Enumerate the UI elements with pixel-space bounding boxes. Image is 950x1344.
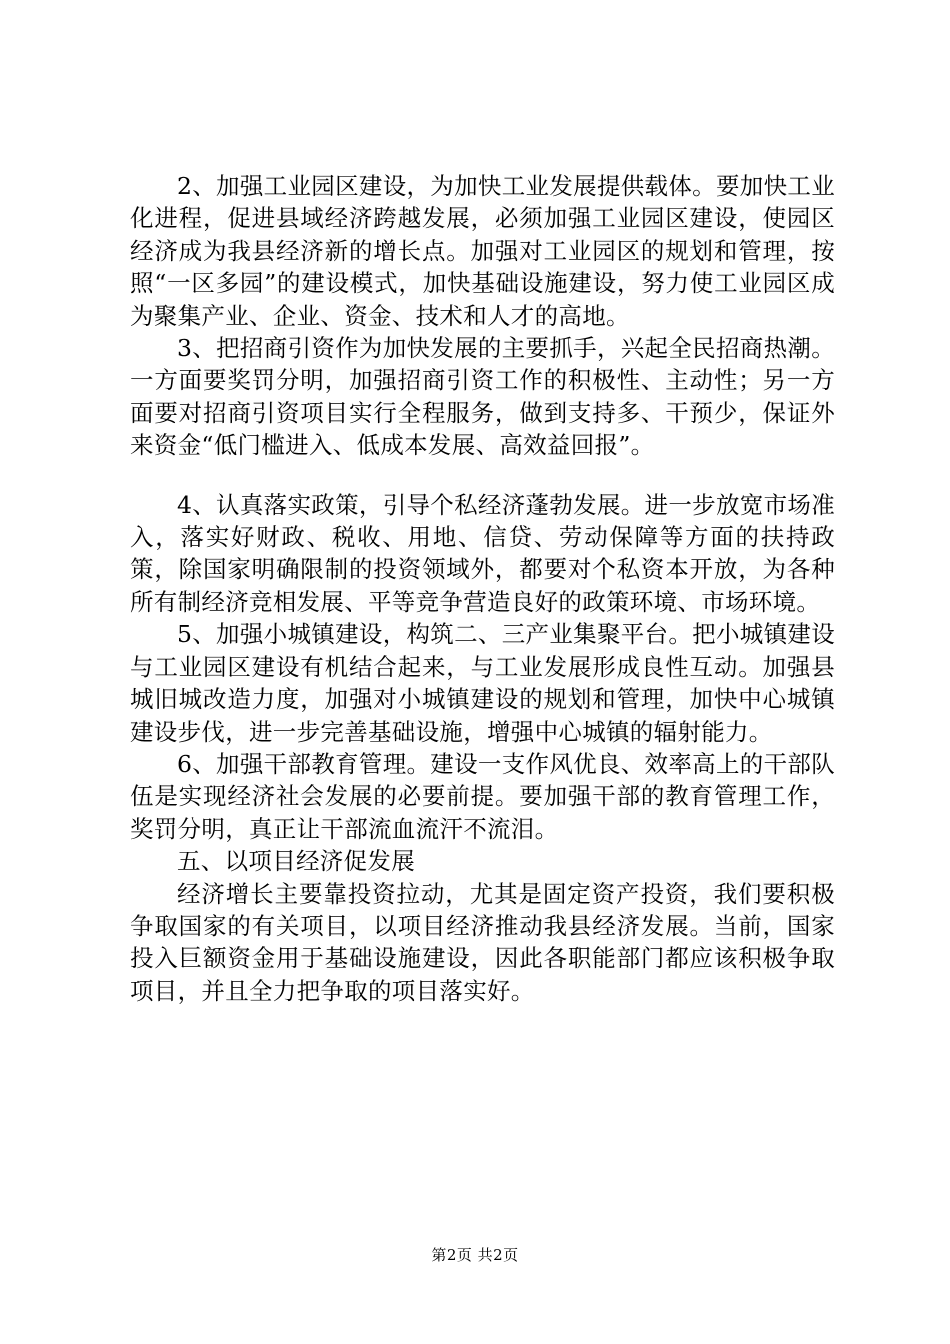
section-heading-5: 五、以项目经济促发展: [177, 847, 415, 876]
page-footer: 第2页 共2页: [431, 1246, 519, 1264]
paragraph-item-2: 2、加强工业园区建设，为加快工业发展提供载体。要加快工业化进程，促进县域经济跨越发展，必须加强工业园区建设，使园区经济成为我县经济新的增长点。加强对工业园区的规划和管理，按照“一区多园”的建设模式，加快基础设施建设，努力使工业园区成为聚集产业、企业、资金、技术和人才的高地。: [130, 172, 835, 330]
paragraph-item-5: 5、加强小城镇建设，构筑二、三产业集聚平台。把小城镇建设与工业园区建设有机结合起来，与工业发展形成良性互动。加强县城旧城改造力度，加强对小城镇建设的规划和管理，加快中心城镇建设步伐，进一步完善基础设施，增强中心城镇的辐射能力。: [130, 620, 835, 746]
document-body: [130, 170, 835, 1007]
paragraph-spacer: [130, 462, 835, 489]
paragraph-item-4: 4、认真落实政策，引导个私经济蓬勃发展。进一步放宽市场准入，落实好财政、税收、用地、信贷、劳动保障等方面的扶持政策，除国家明确限制的投资领域外，都要对个私资本开放，为各种所有制经济竞相发展、平等竞争营造良好的政策环境、市场环境。: [130, 490, 835, 616]
paragraph-item-3: 3、把招商引资作为加快发展的主要抓手，兴起全民招商热潮。一方面要奖罚分明，加强招商引资工作的积极性、主动性；另一方面要对招商引资项目实行全程服务，做到支持多、干预少，保证外来资金“低门槛进入、低成本发展、高效益回报”。: [130, 334, 835, 460]
paragraph-item-6: 6、加强干部教育管理。建设一支作风优良、效率高上的干部队伍是实现经济社会发展的必要前提。要加强干部的教育管理工作，奖罚分明，真正让干部流血流汗不流泪。: [130, 749, 835, 843]
section-body-5: 经济增长主要靠投资拉动，尤其是固定资产投资，我们要积极争取国家的有关项目，以项目经济推动我县经济发展。当前，国家投入巨额资金用于基础设施建设，因此各职能部门都应该积极争取项目，并且全力把争取的项目落实好。: [130, 879, 835, 1005]
